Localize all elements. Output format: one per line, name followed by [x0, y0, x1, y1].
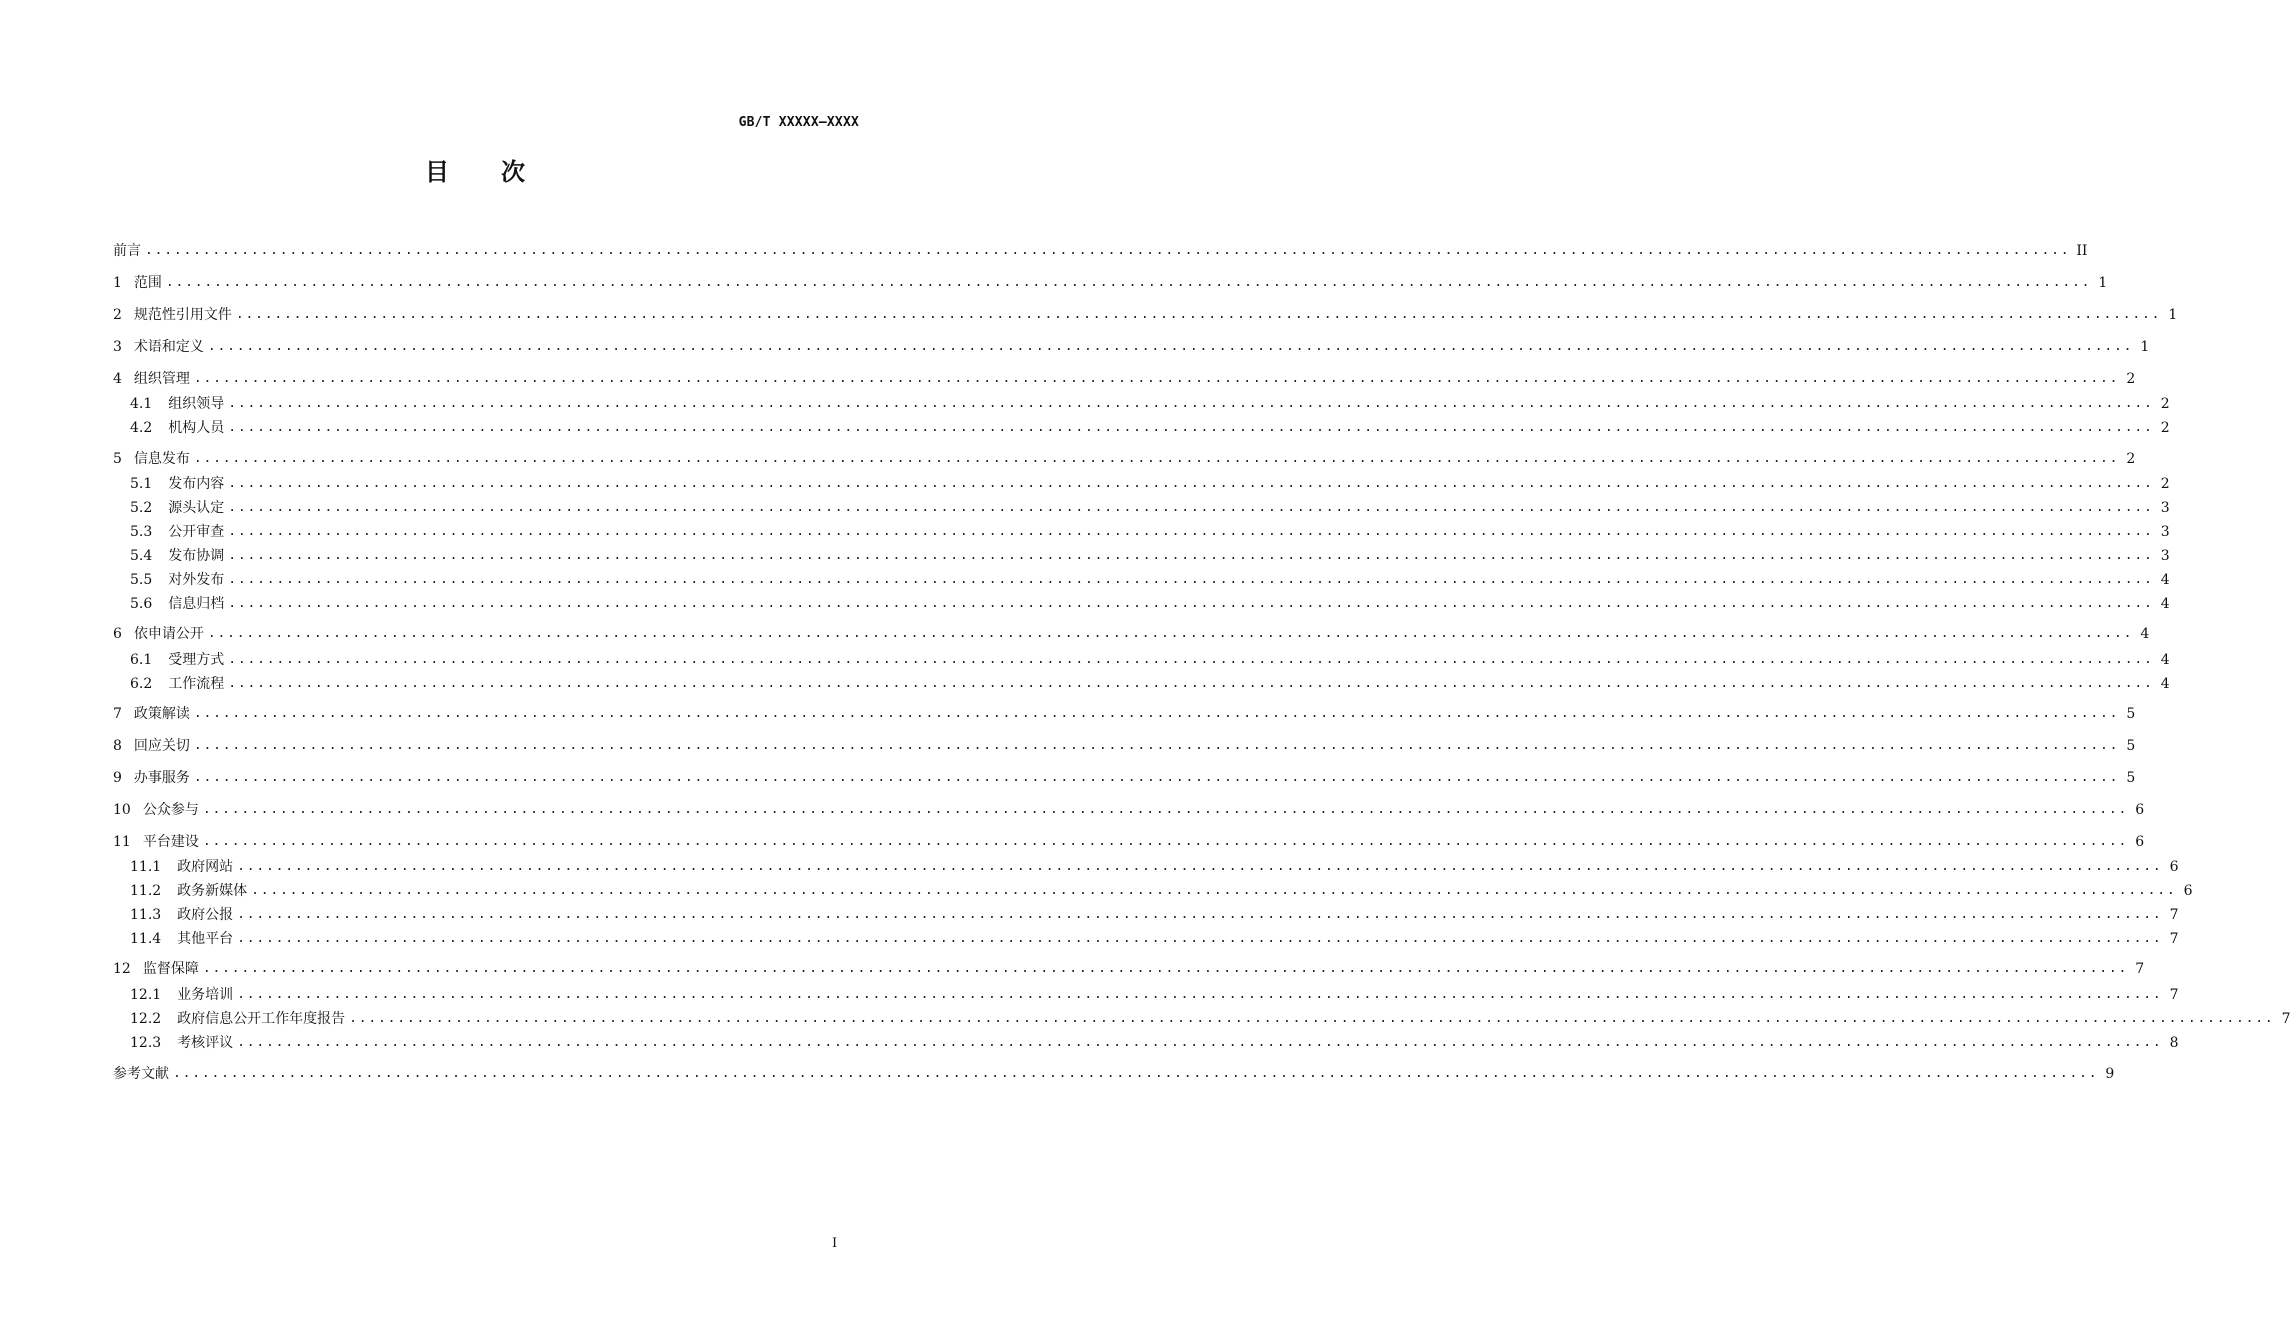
toc-entry[interactable]: [113, 273, 2108, 293]
toc-entry-title: 受理方式: [168, 652, 225, 668]
toc-entry-number: 11.1: [130, 859, 162, 875]
toc-entry-title: 公开审查: [168, 524, 225, 540]
toc-entry[interactable]: [130, 1033, 2179, 1053]
toc-entry-title: 业务培训: [177, 987, 234, 1003]
toc-entry-page: 3: [2160, 548, 2170, 564]
toc-leader-dots: ........................................................................................................................................................................................................: [165, 275, 2092, 290]
toc-entry-page: 2: [2160, 476, 2170, 492]
toc-entry-number: 9: [113, 770, 122, 786]
toc-entry[interactable]: [130, 394, 2170, 414]
toc-entry-number: 12.2: [130, 1011, 162, 1027]
toc-entry-number: 5.1: [130, 476, 153, 492]
toc-entry-page: II: [2076, 243, 2088, 259]
toc-entry-title: 规范性引用文件: [133, 307, 232, 323]
toc-leader-dots: ........................................................................................................................................................................................................: [193, 371, 2120, 386]
toc-entry-title: 政府信息公开工作年度报告: [177, 1011, 346, 1027]
toc-entry-number: 4.1: [130, 396, 153, 412]
toc-entry-title: 政府网站: [177, 859, 234, 875]
toc-entry-number: 5.5: [130, 572, 153, 588]
toc-leader-dots: ........................................................................................................................................................................................................: [237, 931, 2163, 946]
toc-entry-page: 6: [2183, 883, 2193, 899]
toc-entry[interactable]: [113, 305, 2178, 325]
toc-entry-number: 11.2: [130, 883, 162, 899]
toc-leader-dots: ........................................................................................................................................................................................................: [237, 859, 2163, 874]
toc-title-left: 目: [425, 158, 449, 186]
toc-entry[interactable]: [130, 418, 2170, 438]
toc-leader-dots: ........................................................................................................................................................................................................: [235, 307, 2162, 322]
toc-entry-number: 5.4: [130, 548, 153, 564]
toc-entry[interactable]: [130, 881, 2193, 901]
toc-leader-dots: ........................................................................................................................................................................................................: [228, 524, 2154, 539]
toc-entry-page: 4: [2160, 652, 2170, 668]
toc-entry-page: 4: [2140, 626, 2150, 642]
toc-leader-dots: ........................................................................................................................................................................................................: [202, 834, 2129, 849]
toc-entry-title: 术语和定义: [133, 339, 204, 355]
toc-entry[interactable]: [130, 1009, 2291, 1029]
toc-entry-page: 7: [2169, 931, 2179, 947]
toc-entry[interactable]: [113, 241, 2088, 261]
toc-entry-number: 1: [113, 275, 122, 291]
toc-leader-dots: ........................................................................................................................................................................................................: [173, 1066, 2099, 1081]
toc-entry[interactable]: [130, 570, 2170, 590]
toc-entry-title: 监督保障: [142, 961, 199, 977]
toc-entry[interactable]: [113, 337, 2150, 357]
toc-entry-title: 发布协调: [168, 548, 225, 564]
toc-entry[interactable]: [113, 959, 2145, 979]
toc-entry-page: 2: [2126, 371, 2136, 387]
toc-entry-number: 12.3: [130, 1035, 162, 1051]
toc-entry[interactable]: [130, 650, 2170, 670]
toc-entry-page: 5: [2126, 738, 2136, 754]
toc-entry[interactable]: [130, 905, 2179, 925]
toc-leader-dots: ........................................................................................................................................................................................................: [228, 676, 2154, 691]
toc-leader-dots: ........................................................................................................................................................................................................: [237, 987, 2163, 1002]
toc-entry-page: 4: [2160, 676, 2170, 692]
toc-title-right: 次: [501, 158, 525, 186]
toc-entry-number: 6: [113, 626, 122, 642]
toc-entry-title: 政府公报: [177, 907, 234, 923]
toc-entry-title: 信息发布: [133, 451, 190, 467]
toc-leader-dots: ........................................................................................................................................................................................................: [202, 961, 2129, 976]
toc-entry-title: 考核评议: [177, 1035, 234, 1051]
toc-entry-page: 2: [2126, 451, 2136, 467]
toc-entry[interactable]: [113, 449, 2136, 469]
toc-entry-number: 12: [113, 961, 131, 977]
toc-entry-page: 6: [2135, 802, 2145, 818]
toc-leader-dots: ........................................................................................................................................................................................................: [145, 243, 2071, 258]
toc-entry-page: 7: [2169, 987, 2179, 1003]
toc-entry-title: 范围: [133, 275, 162, 291]
toc-entry-number: 5.6: [130, 596, 153, 612]
toc-entry-title: 源头认定: [168, 500, 225, 516]
toc-leader-dots: ........................................................................................................................................................................................................: [193, 451, 2120, 466]
toc-leader-dots: ........................................................................................................................................................................................................: [228, 500, 2154, 515]
footer-page-number: I: [832, 1236, 838, 1251]
toc-entry-title: 组织领导: [168, 396, 225, 412]
toc-entry-title: 对外发布: [168, 572, 225, 588]
toc-entry-title: 其他平台: [177, 931, 234, 947]
toc-entry[interactable]: [113, 369, 2136, 389]
toc-entry-number: 11.4: [130, 931, 162, 947]
toc-leader-dots: ........................................................................................................................................................................................................: [228, 476, 2154, 491]
toc-leader-dots: ........................................................................................................................................................................................................: [251, 883, 2177, 898]
toc-entry-page: 6: [2135, 834, 2145, 850]
toc-entry-page: 7: [2169, 907, 2179, 923]
toc-entry-number: 3: [113, 339, 122, 355]
toc-entry[interactable]: [113, 624, 2150, 644]
toc-entry-title: 办事服务: [133, 770, 190, 786]
toc-entry-number: 6.2: [130, 676, 153, 692]
toc-entry-number: 8: [113, 738, 122, 754]
toc-leader-dots: ........................................................................................................................................................................................................: [228, 572, 2154, 587]
toc-entry-number: 11.3: [130, 907, 162, 923]
toc-entry-page: 1: [2140, 339, 2150, 355]
toc-entry-title: 政策解读: [133, 706, 190, 722]
toc-entry[interactable]: [130, 474, 2170, 494]
toc-entry[interactable]: [113, 736, 2136, 756]
toc-entry-title: 回应关切: [133, 738, 190, 754]
toc-leader-dots: ........................................................................................................................................................................................................: [207, 626, 2134, 641]
toc-entry-title: 发布内容: [168, 476, 225, 492]
toc-leader-dots: ........................................................................................................................................................................................................: [237, 1035, 2163, 1050]
toc-leader-dots: ........................................................................................................................................................................................................: [349, 1011, 2275, 1026]
toc-entry-number: 4: [113, 371, 122, 387]
toc-leader-dots: ........................................................................................................................................................................................................: [202, 802, 2129, 817]
toc-leader-dots: ........................................................................................................................................................................................................: [228, 548, 2154, 563]
toc-leader-dots: ........................................................................................................................................................................................................: [193, 706, 2120, 721]
toc-entry[interactable]: [113, 704, 2136, 724]
toc-entry-title: 工作流程: [168, 676, 225, 692]
toc-entry-page: 2: [2160, 420, 2170, 436]
table-of-contents: [113, 0, 2291, 1344]
toc-entry[interactable]: [130, 985, 2179, 1005]
toc-entry-page: 2: [2160, 396, 2170, 412]
toc-entry-number: 10: [113, 802, 131, 818]
toc-entry[interactable]: [130, 674, 2170, 694]
toc-entry-title: 政务新媒体: [177, 883, 248, 899]
toc-entry-page: 5: [2126, 770, 2136, 786]
toc-entry-page: 4: [2160, 572, 2170, 588]
toc-entry-page: 7: [2135, 961, 2145, 977]
toc-entry-page: 8: [2169, 1035, 2179, 1051]
toc-leader-dots: ........................................................................................................................................................................................................: [237, 907, 2163, 922]
toc-entry-page: 7: [2281, 1011, 2291, 1027]
toc-leader-dots: ........................................................................................................................................................................................................: [228, 396, 2154, 411]
toc-entry-number: 11: [113, 834, 131, 850]
toc-leader-dots: ........................................................................................................................................................................................................: [228, 420, 2154, 435]
toc-leader-dots: ........................................................................................................................................................................................................: [228, 596, 2154, 611]
toc-entry-page: 3: [2160, 524, 2170, 540]
toc-entry-title: 公众参与: [142, 802, 199, 818]
toc-entry[interactable]: [113, 1064, 2115, 1084]
toc-entry-number: 12.1: [130, 987, 162, 1003]
toc-entry-number: 6.1: [130, 652, 153, 668]
toc-entry-number: 5.2: [130, 500, 153, 516]
toc-entry[interactable]: [130, 546, 2170, 566]
toc-entry-title: 依申请公开: [133, 626, 204, 642]
toc-entry-title: 组织管理: [133, 371, 190, 387]
toc-entry-title: 机构人员: [168, 420, 225, 436]
toc-entry[interactable]: [130, 498, 2170, 518]
toc-entry-number: 4.2: [130, 420, 153, 436]
toc-entry[interactable]: [113, 800, 2145, 820]
toc-entry-title: 参考文献: [113, 1066, 169, 1082]
toc-entry-title: 平台建设: [142, 834, 199, 850]
toc-entry-page: 6: [2169, 859, 2179, 875]
toc-entry-number: 7: [113, 706, 122, 722]
toc-entry-page: 3: [2160, 500, 2170, 516]
toc-entry[interactable]: [113, 832, 2145, 852]
toc-entry-title: 信息归档: [168, 596, 225, 612]
toc-leader-dots: ........................................................................................................................................................................................................: [228, 652, 2154, 667]
toc-entry-page: 9: [2105, 1066, 2115, 1082]
toc-leader-dots: ........................................................................................................................................................................................................: [207, 339, 2134, 354]
toc-entry[interactable]: [130, 594, 2170, 614]
toc-entry[interactable]: [130, 929, 2179, 949]
toc-entry-title: 前言: [113, 243, 141, 259]
standard-code: GB/T XXXXX—XXXX: [738, 115, 859, 130]
toc-entry-page: 1: [2168, 307, 2178, 323]
toc-entry[interactable]: [130, 522, 2170, 542]
toc-entry-page: 1: [2098, 275, 2108, 291]
toc-entry-number: 5: [113, 451, 122, 467]
toc-entry-number: 2: [113, 307, 122, 323]
toc-entry-page: 5: [2126, 706, 2136, 722]
toc-entry[interactable]: [130, 857, 2179, 877]
toc-entry[interactable]: [113, 768, 2136, 788]
toc-leader-dots: ........................................................................................................................................................................................................: [193, 738, 2120, 753]
toc-entry-number: 5.3: [130, 524, 153, 540]
toc-entry-page: 4: [2160, 596, 2170, 612]
toc-leader-dots: ........................................................................................................................................................................................................: [193, 770, 2120, 785]
